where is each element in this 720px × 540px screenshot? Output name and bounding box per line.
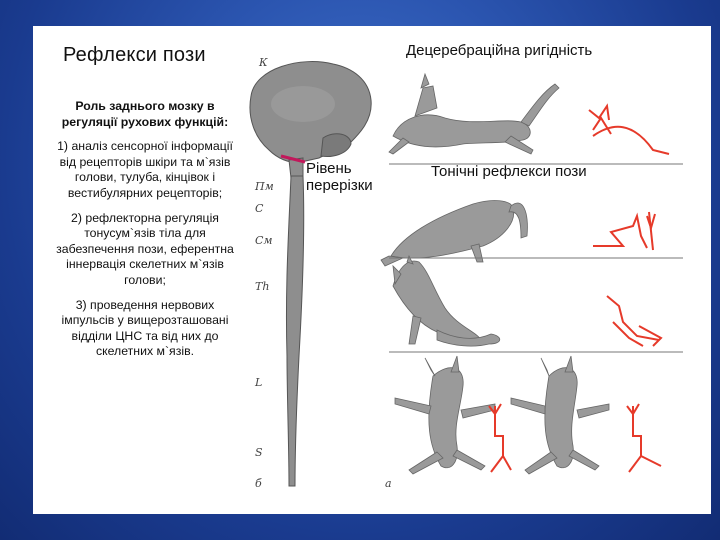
reflex-diagram-4	[489, 404, 511, 472]
cat-tonic-head-down	[381, 201, 527, 266]
slide-title: Рефлекси пози	[63, 44, 206, 66]
cat-tonic-head-up	[393, 256, 500, 346]
role-item-2: 2) рефлекторна регуляція тонусум`язів тіла для забезпечення пози, еферентна іннервація скелетних м`язів голови;	[56, 210, 234, 287]
role-item-1: 1) аналіз сенсорної інформації від рецепторів шкіри та м`язів голови, тулуба, кінцівок і вестибулярних рецепторів;	[57, 139, 233, 200]
cat-tonic-rotation-right	[511, 356, 609, 474]
brain-label-pm: Пм	[255, 180, 274, 193]
cut-level-label-line1: Рівень	[306, 160, 352, 177]
cats-illustration	[33, 26, 711, 514]
brain-label-b: б	[255, 477, 262, 490]
brain-label-th: Th	[255, 280, 270, 293]
decerebrate-heading: Децеребраційна ригідність	[406, 42, 593, 59]
brain-label-l: L	[255, 376, 263, 389]
cut-level-label-line2: перерізки	[306, 177, 373, 194]
brain-label-a: а	[385, 477, 392, 490]
reflex-diagram-2	[593, 212, 655, 250]
cat-decerebrate	[389, 74, 559, 154]
slide	[33, 26, 711, 514]
reflex-diagram-3	[607, 296, 661, 346]
brain-label-k: К	[259, 56, 268, 69]
tonic-heading: Тонічні рефлекси пози	[431, 163, 587, 180]
role-heading: Роль заднього мозку в регуляції рухових функцій:	[61, 99, 229, 129]
brain-label-sm: См	[255, 234, 273, 247]
brain-label-s: S	[255, 446, 263, 459]
cat-tonic-rotation-left	[395, 356, 495, 474]
reflex-diagram-1	[589, 106, 669, 154]
brain-label-c: С	[255, 202, 264, 215]
reflex-diagram-5	[627, 404, 661, 472]
role-item-3: 3) проведення нервових імпульсів у вищерозташовані відділи ЦНС та від них до скелетних м`язів.	[61, 297, 229, 359]
